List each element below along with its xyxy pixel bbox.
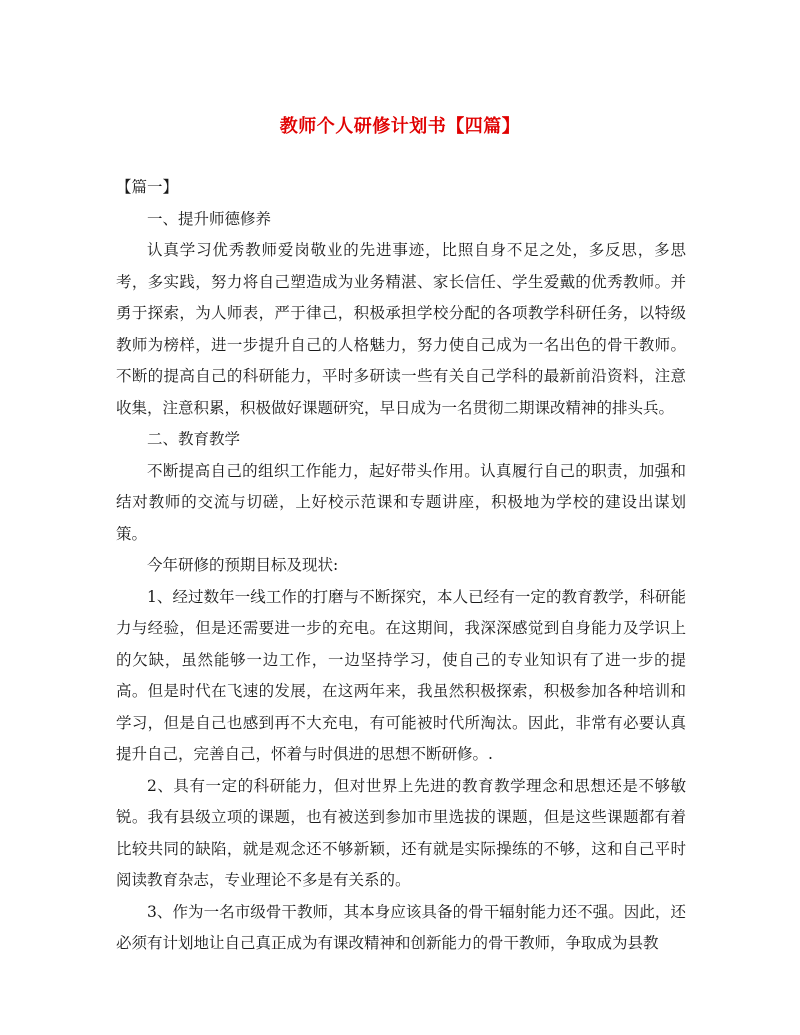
section-heading-1: 一、提升师德修养 (147, 209, 272, 228)
paragraph-3: 今年研修的预期目标及现状: (147, 556, 339, 574)
paragraph-2: 不断提高自己的组织工作能力，起好带头作用。认真履行自己的职责，加强和结对教师的交流与切磋，上好校示范课和专题讲座，积极地为学校的建设出谋划策。 (116, 461, 686, 543)
document-body (116, 172, 686, 960)
section-label: 【篇一】 (116, 178, 179, 196)
section-heading-2: 二、教育教学 (147, 430, 241, 448)
paragraph-6: 3、作为一名市级骨干教师，其本身应该具备的骨干辐射能力还不强。因此，还必须有计划地让自己真正成为有课改精神和创新能力的骨干教师，争取成为县教 (116, 902, 686, 952)
document-title: 教师个人研修计划书【四篇】 (279, 116, 521, 137)
paragraph-5: 2、具有一定的科研能力，但对世界上先进的教育教学理念和思想还是不够敏锐。我有县级立项的课题，也有被送到参加市里选拔的课题，但是这些课题都有着比较共同的缺陷，就是观念还不够新颖，还有就是实际操练的不够，这和自己平时阅读教育杂志，专业理论不多是有关系的。 (116, 776, 686, 889)
paragraph-4: 1、经过数年一线工作的打磨与不断探究，本人已经有一定的教育教学，科研能力与经验，但是还需要进一步的充电。在这期间，我深深感觉到自身能力及学识上的欠缺，虽然能够一边工作，一边坚持学习，使自己的专业知识有了进一步的提高。但是时代在飞速的发展，在这两年来，我虽然积极探索，积极参加各种培训和学习，但是自己也感到再不大充电，有可能被时代所淘汰。因此，非常有必要认真提升自己，完善自己，怀着与时俱进的思想不断研修。. (116, 587, 686, 763)
paragraph-1: 认真学习优秀教师爱岗敬业的先进事迹，比照自身不足之处，多反思，多思考，多实践，努力将自己塑造成为业务精湛、家长信任、学生爱戴的优秀教师。并勇于探索，为人师表，严于律己，积极承担学校分配的各项教学科研任务，以特级教师为榜样，进一步提升自己的人格魅力，努力使自己成为一名出色的骨干教师。不断的提高自己的科研能力，平时多研读一些有关自己学科的最新前沿资料，注意收集，注意积累，积极做好课题研究，早日成为一名贯彻二期课改精神的排头兵。 (116, 241, 686, 417)
